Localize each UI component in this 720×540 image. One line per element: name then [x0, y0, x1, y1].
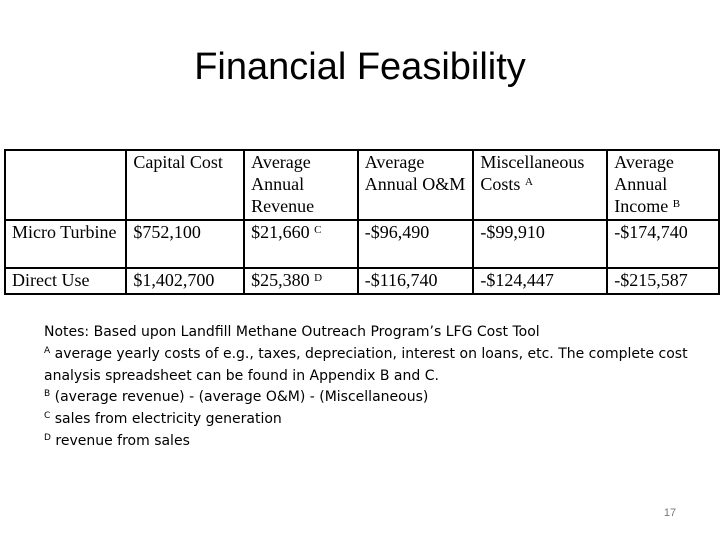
note-marker: B	[44, 389, 51, 400]
page-number: 17	[663, 507, 677, 519]
table-cell: $25,380 $^D$	[244, 268, 358, 294]
header-cell-average-annual-income: Average Annual Income $^B$	[607, 150, 719, 220]
header-cell-average-annual-om: Average Annual O&M	[358, 150, 474, 220]
row-label: Direct Use	[5, 268, 126, 294]
note-marker: D	[44, 432, 51, 443]
notes-block	[44, 322, 704, 453]
table-cell: -$174,740	[607, 220, 719, 268]
footnote-marker: A	[524, 176, 533, 188]
table-cell: -$116,740	[358, 268, 474, 294]
table-cell: -$215,587	[607, 268, 719, 294]
note-item: $^A$ average yearly costs of e.g., taxes, depreciation, interest on loans, etc. The complete cost analysis spreadsheet can be found in Appendix B and C.	[44, 345, 688, 384]
header-cell-capital-cost: Capital Cost	[126, 150, 244, 220]
footnote-marker: C	[314, 224, 322, 236]
notes-intro: Notes: Based upon Landfill Methane Outreach Program’s LFG Cost Tool	[44, 324, 540, 340]
table-cell: -$99,910	[473, 220, 607, 268]
table-cell: -$96,490	[358, 220, 474, 268]
header-cell-average-annual-revenue: Average Annual Revenue	[244, 150, 358, 220]
header-cell-miscellaneous-costs: Miscellaneous Costs $^A$	[473, 150, 607, 220]
footnote-marker: B	[672, 198, 681, 210]
financial-table	[4, 149, 720, 295]
note-marker: A	[44, 345, 51, 356]
note-item: $^C$ sales from electricity generation	[44, 411, 282, 428]
row-label: Micro Turbine	[5, 220, 126, 268]
table-cell: $1,402,700	[126, 268, 244, 294]
note-marker: C	[44, 411, 51, 422]
table-row	[5, 220, 719, 268]
table-cell: $21,660 $^C$	[244, 220, 358, 268]
table-row	[5, 268, 719, 294]
table-cell: -$124,447	[473, 268, 607, 294]
note-item: $^D$ revenue from sales	[44, 432, 190, 449]
table-cell: $752,100	[126, 220, 244, 268]
table-header-row	[5, 150, 719, 220]
footnote-marker: D	[314, 272, 323, 284]
slide-title: Financial Feasibility	[194, 46, 526, 88]
note-item: $^B$ (average revenue) - (average O&M) - (Miscellaneous)	[44, 389, 429, 406]
header-cell-empty	[5, 150, 126, 220]
